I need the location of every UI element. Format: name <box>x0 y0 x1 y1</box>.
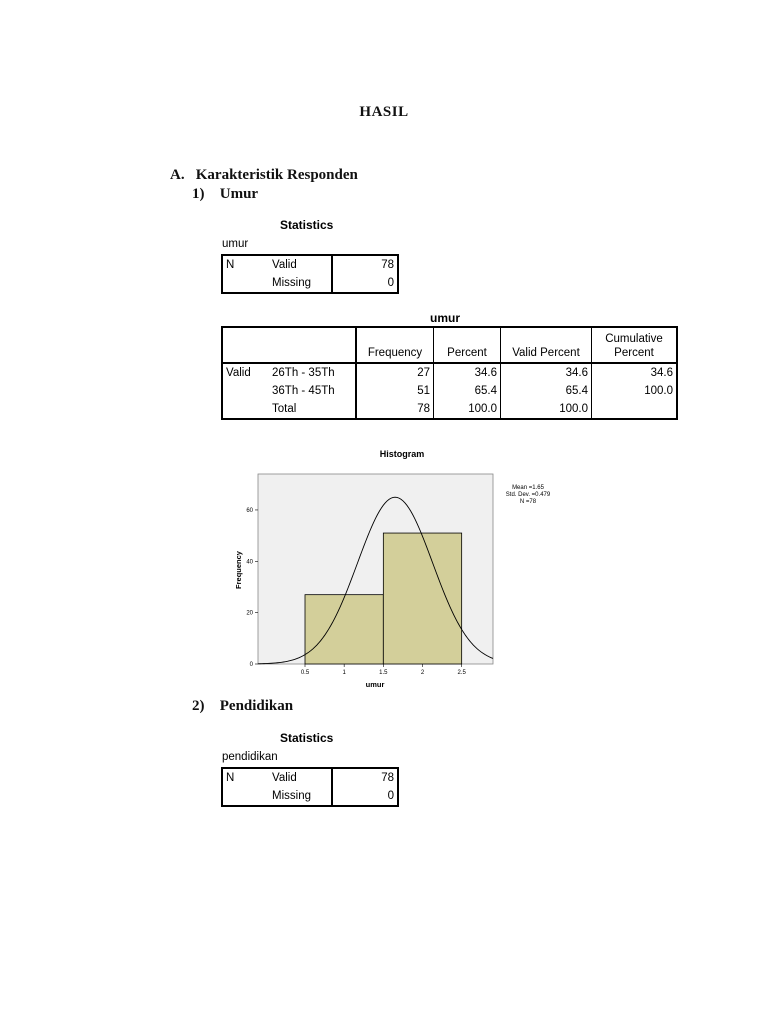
histogram-bar <box>305 595 383 664</box>
cell-percent: 100.0 <box>434 400 501 419</box>
cell-percent: 34.6 <box>434 363 501 382</box>
stat-label: Valid <box>269 255 332 274</box>
section-heading-a <box>170 167 358 184</box>
column-header-percent: Percent <box>434 327 501 363</box>
column-header-frequency: Frequency <box>356 327 434 363</box>
stat-value: 78 <box>381 772 394 784</box>
histogram-chart <box>220 440 560 700</box>
subsection-title: Umur <box>219 186 259 202</box>
umur-frequency-table <box>221 326 678 420</box>
subsection-heading-umur <box>192 186 258 203</box>
cell-cumulative-percent <box>592 400 678 419</box>
subsection-number: 1) <box>192 186 205 202</box>
cell-cumulative-percent: 34.6 <box>650 367 673 379</box>
section-number: A. <box>170 167 185 183</box>
row-label: Total <box>269 400 356 419</box>
row-label: 26Th - 35Th <box>269 363 356 382</box>
table-row <box>222 363 677 382</box>
umur-statistics-variable: umur <box>222 238 249 250</box>
y-tick-label: 40 <box>246 559 253 566</box>
cell-frequency: 51 <box>356 382 434 400</box>
chart-title: Histogram <box>379 449 425 459</box>
x-tick-label: 2 <box>420 670 425 676</box>
x-tick-label: 0.5 <box>300 670 310 676</box>
cell-frequency: 27 <box>356 363 434 382</box>
pendidikan-statistics-table <box>221 767 399 807</box>
table-header-row <box>222 327 677 363</box>
pendidikan-statistics-variable: pendidikan <box>222 751 278 763</box>
x-tick-label: 2.5 <box>457 670 466 676</box>
cumulative-header-line1: Cumulative <box>605 333 663 345</box>
stat-value: 0 <box>387 277 394 289</box>
stat-label: Missing <box>269 274 332 293</box>
y-tick-label: 0 <box>249 662 253 668</box>
column-header-cumulative-percent <box>592 327 678 363</box>
stat-label: Valid <box>269 768 332 787</box>
subsection-number: 2) <box>192 698 205 714</box>
stats-mean: Mean =1.65 <box>512 485 544 491</box>
y-tick-label: 20 <box>246 610 253 617</box>
umur-statistics-title: Statistics <box>280 218 334 232</box>
table-row <box>222 787 398 806</box>
stats-n: N =78 <box>519 499 537 505</box>
section-title: Karakteristik Responden <box>195 167 358 183</box>
cell-valid-percent: 65.4 <box>501 382 592 400</box>
table-row <box>222 255 398 274</box>
cumulative-header-line2: Percent <box>614 347 654 359</box>
subsection-heading-pendidikan <box>192 698 293 715</box>
x-tick-label: 1 <box>342 670 346 676</box>
valid-label: Valid <box>226 367 251 379</box>
x-tick-label: 1.5 <box>379 670 388 676</box>
table-row <box>222 274 398 293</box>
y-tick-label: 60 <box>246 507 253 514</box>
table-row <box>222 382 677 400</box>
stat-label: Missing <box>269 787 332 806</box>
pendidikan-statistics-title: Statistics <box>280 731 334 745</box>
row-label: 36Th - 45Th <box>269 382 356 400</box>
n-label: N <box>226 772 235 784</box>
cell-cumulative-percent: 100.0 <box>644 385 673 397</box>
column-header-valid-percent: Valid Percent <box>501 327 592 363</box>
umur-frequency-title: umur <box>430 311 460 325</box>
page-title: HASIL <box>359 104 409 120</box>
y-axis-label: Frequency <box>234 551 243 589</box>
cell-valid-percent: 34.6 <box>501 363 592 382</box>
x-axis-label: umur <box>365 680 385 689</box>
stat-value: 78 <box>381 259 394 271</box>
stats-std-dev: Std. Dev. =0.479 <box>505 492 551 498</box>
n-label: N <box>226 259 235 271</box>
table-row <box>222 768 398 787</box>
histogram-bar <box>383 533 461 664</box>
cell-valid-percent: 100.0 <box>501 400 592 419</box>
table-row <box>222 400 677 419</box>
stat-value: 0 <box>387 790 394 802</box>
cell-percent: 65.4 <box>434 382 501 400</box>
cell-frequency: 78 <box>356 400 434 419</box>
subsection-title: Pendidikan <box>219 698 294 714</box>
umur-statistics-table <box>221 254 399 294</box>
